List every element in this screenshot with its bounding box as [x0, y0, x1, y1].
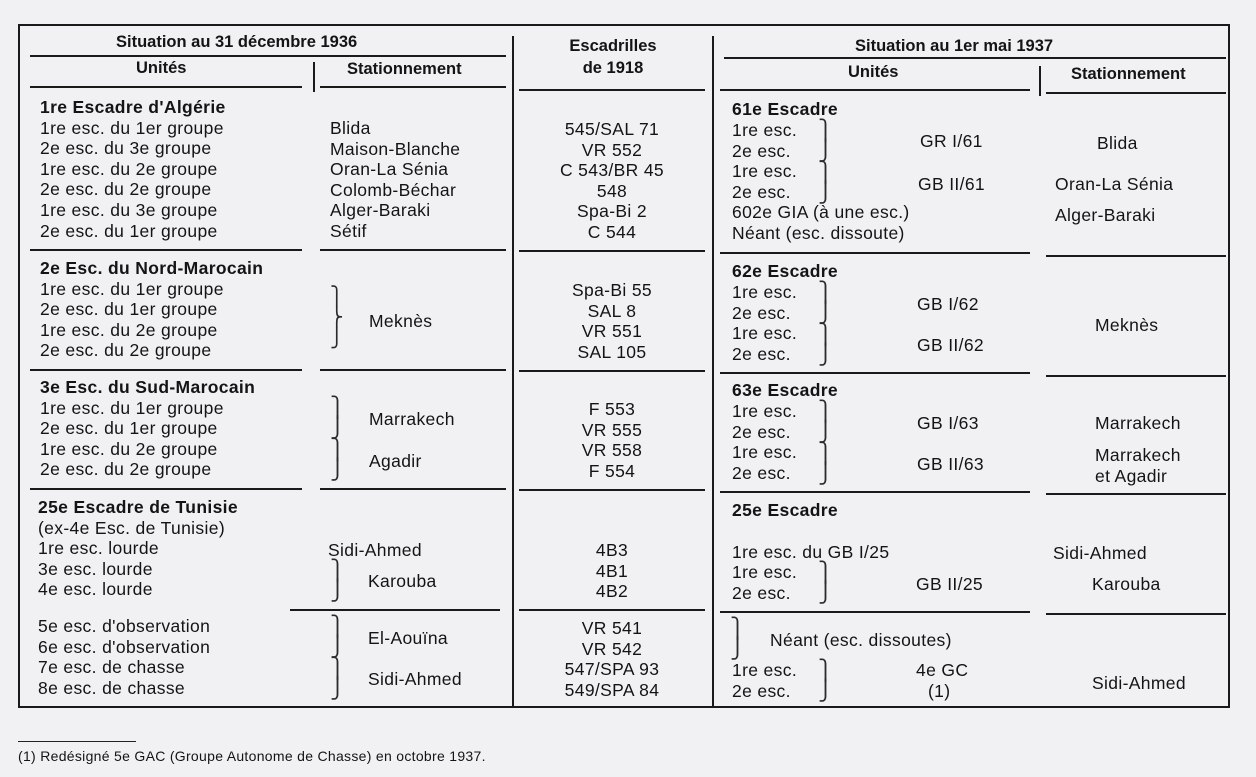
group-note: (1) — [928, 681, 951, 701]
unit-row: 1re esc. — [732, 323, 798, 344]
escadrille: 545/SAL 71 — [564, 119, 660, 139]
place: Sétif — [330, 220, 367, 241]
group-gb-ii-61: GB II/61 — [918, 174, 985, 194]
escadrille: SAL 8 — [587, 300, 637, 321]
divider — [1046, 92, 1226, 94]
units-62 — [732, 282, 797, 364]
stationnement-marrakech: Marrakech — [369, 409, 455, 429]
stationnement-sidi-ahmed: Sidi-Ahmed — [328, 540, 422, 560]
units-sud-marocain — [40, 377, 255, 480]
place: Blida — [330, 118, 371, 138]
header-stationnement-1936: Stationnement — [347, 60, 462, 78]
stationnement-sidi-ahmed-gc: Sidi-Ahmed — [1092, 673, 1186, 693]
place: Maison-Blanche — [330, 138, 461, 159]
escadrilles-obs-chasse — [530, 618, 694, 700]
escadre-62-title: 62e Escadre — [732, 261, 839, 281]
place: Oran-La Sénia — [330, 159, 449, 180]
escadrille: C 543/BR 45 — [559, 160, 665, 181]
escadrilles-nord — [530, 280, 694, 362]
divider — [30, 369, 302, 371]
header-unites-1936: Unités — [136, 59, 187, 77]
unit-row: 2e esc. du 1er groupe — [40, 220, 218, 241]
divider — [720, 372, 1030, 374]
unit-row: 1re esc. — [732, 660, 798, 680]
unit-row: 2e esc. du 2e groupe — [40, 459, 212, 480]
escadrille: 549/SPA 84 — [564, 679, 660, 700]
brace-icon: ⎫ ⎭ — [330, 560, 345, 602]
brace-icon: ⎫ ⎭ — [818, 660, 833, 702]
unit-row: 2e esc. — [732, 302, 791, 323]
stationnement-sidi-ahmed-1937: Sidi-Ahmed — [1053, 543, 1147, 563]
units-nord-marocain — [40, 258, 263, 361]
stationnement-alger: Alger-Baraki — [1055, 205, 1156, 225]
stationnement-agadir: Agadir — [369, 451, 422, 471]
divider — [1046, 613, 1226, 615]
divider — [519, 609, 705, 611]
group-gb-ii-62: GB II/62 — [917, 335, 984, 355]
footnote: (1) Redésigné 5e GAC (Groupe Autonome de Chasse) en octobre 1937. — [18, 748, 486, 764]
stationnement-blida: Blida — [1097, 133, 1138, 153]
stationnement-algerie — [330, 118, 460, 242]
place: Marrakech — [1095, 445, 1181, 465]
group-gb-ii-25: GB II/25 — [916, 574, 983, 594]
divider — [320, 249, 506, 251]
unit-row: 6e esc. d'observation — [38, 636, 211, 657]
brace-icon: ⎫ ⎭ — [818, 162, 833, 204]
units-63 — [732, 401, 797, 483]
divider — [720, 491, 1030, 493]
divider — [720, 252, 1030, 254]
place: Colomb-Béchar — [330, 179, 457, 200]
brace-icon: ⎫ ⎭ — [818, 562, 833, 604]
escadrilles-sud — [530, 399, 694, 481]
brace-icon: ⎫ ⎭ — [730, 618, 745, 660]
footnote-rule — [18, 741, 136, 742]
escadrille: C 544 — [587, 221, 637, 242]
escadrille: 4B2 — [595, 581, 629, 602]
divider — [30, 249, 302, 251]
header-unites-1937: Unités — [848, 63, 899, 81]
units-observation-chasse — [38, 616, 210, 698]
unit-row: 8e esc. de chasse — [38, 677, 186, 698]
unit-row: 1re esc. — [732, 161, 798, 182]
stationnement-oran: Oran-La Sénia — [1055, 174, 1174, 194]
escadrille: F 554 — [588, 460, 636, 481]
unit-row: 5e esc. d'observation — [38, 616, 211, 636]
stationnement-karouba: Karouba — [368, 571, 437, 591]
units-gc — [732, 660, 797, 701]
unit-row: 2e esc. — [732, 343, 791, 364]
divider — [30, 55, 506, 57]
stationnement-sidi-ahmed-chasse: Sidi-Ahmed — [368, 669, 462, 689]
escadre-25-title: 25e Escadre — [732, 500, 839, 520]
unit-row: 4e esc. lourde — [38, 579, 153, 600]
brace-icon: ⎫ ⎭ — [818, 401, 833, 443]
stationnement-el-aouina: El-Aouïna — [368, 628, 449, 648]
escadre-title: 2e Esc. du Nord-Marocain — [40, 258, 264, 278]
escadre-title: 1re Escadre d'Algérie — [40, 97, 226, 117]
divider — [313, 62, 315, 92]
brace-icon: ⎫ ⎭ — [818, 324, 833, 366]
brace-icon: ⎫ ⎭ — [818, 282, 833, 324]
unit-row: 1re esc. du 2e groupe — [40, 319, 218, 340]
group-gb-i-63: GB I/63 — [917, 413, 979, 433]
unit-row-gb-i-25: 1re esc. du GB I/25 — [732, 542, 890, 562]
unit-row: 1re esc. — [732, 282, 798, 302]
unit-row: 7e esc. de chasse — [38, 657, 186, 678]
unit-row: Néant (esc. dissoute) — [732, 222, 905, 243]
escadrilles-tunisie — [530, 540, 694, 602]
unit-row: 2e esc. — [732, 680, 791, 701]
divider — [320, 488, 506, 490]
header-stationnement-1937: Stationnement — [1071, 65, 1186, 83]
units-algerie — [40, 97, 226, 241]
unit-row: 2e esc. du 1er groupe — [40, 299, 218, 320]
header-situation-1936: Situation au 31 décembre 1936 — [116, 33, 358, 51]
divider — [1046, 375, 1226, 377]
unit-row: 1re esc. du 3e groupe — [40, 199, 218, 220]
group-4e-gc: 4e GC — [916, 660, 969, 680]
unit-row: 1re esc. du 2e groupe — [40, 158, 218, 179]
escadrille: 547/SPA 93 — [564, 659, 660, 680]
brace-icon: ⎫ ⎬ ⎭ — [330, 286, 344, 348]
unit-row: 1re esc. — [732, 562, 798, 582]
divider — [512, 36, 514, 707]
escadrille: VR 558 — [581, 440, 643, 461]
header-escadrilles-line-2: de 1918 — [582, 59, 644, 77]
divider — [30, 86, 302, 88]
header-situation-1937: Situation au 1er mai 1937 — [855, 37, 1054, 55]
unit-row: 2e esc. — [732, 421, 791, 442]
unit-row: 1re esc. — [732, 442, 798, 463]
neant-dissoutes: Néant (esc. dissoutes) — [770, 630, 952, 650]
escadrilles-algerie — [530, 119, 694, 243]
brace-icon: ⎫ ⎭ — [330, 397, 345, 439]
divider — [720, 611, 1030, 613]
divider — [1046, 255, 1226, 257]
escadrille: VR 552 — [581, 139, 643, 160]
divider — [290, 609, 500, 611]
unit-row: 1re esc. du 1er groupe — [40, 278, 224, 299]
unit-row: 1re esc. du 1er groupe — [40, 117, 224, 138]
escadrille: 548 — [596, 180, 628, 201]
group-gb-ii-63: GB II/63 — [917, 454, 984, 474]
divider — [320, 86, 506, 88]
escadrille: SAL 105 — [577, 341, 647, 362]
place: et Agadir — [1095, 465, 1168, 486]
header-escadrilles-1918 — [555, 35, 671, 79]
divider — [1039, 66, 1041, 96]
unit-row: 2e esc. — [732, 462, 791, 483]
unit-row: 2e esc. — [732, 140, 791, 161]
escadre-63-title: 63e Escadre — [732, 380, 839, 400]
unit-row: 2e esc. du 1er groupe — [40, 418, 218, 439]
place: Alger-Baraki — [330, 200, 431, 221]
divider — [320, 369, 506, 371]
divider — [724, 57, 1226, 59]
unit-row: 2e esc. du 2e groupe — [40, 179, 212, 200]
brace-icon: ⎫ ⎭ — [330, 439, 345, 481]
divider — [519, 89, 705, 91]
stationnement-marrakech-1937: Marrakech — [1095, 413, 1181, 433]
unit-row: (ex-4e Esc. de Tunisie) — [38, 517, 226, 538]
units-tunisie — [38, 497, 238, 600]
divider — [712, 36, 714, 707]
escadrille: VR 541 — [581, 618, 643, 638]
unit-row: 1re esc. lourde — [38, 538, 160, 559]
stationnement-meknes: Meknès — [369, 311, 433, 331]
brace-icon: ⎫ ⎭ — [818, 443, 833, 485]
unit-row: 1re esc. du 1er groupe — [40, 397, 224, 418]
unit-row: 602e GIA (à une esc.) — [732, 202, 910, 223]
header-escadrilles-line-1: Escadrilles — [569, 37, 657, 55]
divider — [519, 370, 705, 372]
divider — [519, 489, 705, 491]
escadrille: VR 542 — [581, 638, 643, 659]
unit-row: 1re esc. du 2e groupe — [40, 438, 218, 459]
escadrille: Spa-Bi 2 — [577, 201, 647, 222]
escadrille: VR 555 — [581, 419, 643, 440]
escadrille: Spa-Bi 55 — [571, 280, 652, 300]
unit-row: 2e esc. — [732, 181, 791, 202]
group-gb-i-62: GB I/62 — [917, 294, 979, 314]
brace-icon: ⎫ ⎭ — [330, 616, 345, 658]
escadre-title: 3e Esc. du Sud-Marocain — [40, 377, 256, 397]
unit-row: 2e esc. — [732, 582, 791, 603]
unit-row: 1re esc. — [732, 120, 798, 140]
stationnement-marrakech-agadir — [1095, 445, 1181, 486]
unit-row: 1re esc. — [732, 401, 798, 421]
unit-row: 2e esc. du 2e groupe — [40, 340, 212, 361]
divider — [519, 250, 705, 252]
divider — [1046, 493, 1226, 495]
stationnement-karouba-1937: Karouba — [1092, 574, 1161, 594]
divider — [720, 89, 1030, 91]
escadrille: 4B3 — [595, 540, 629, 560]
unit-row: 2e esc. du 3e groupe — [40, 138, 212, 159]
brace-icon: ⎫ ⎭ — [818, 120, 833, 162]
escadrille: F 553 — [588, 399, 636, 419]
escadrille: 4B1 — [595, 560, 629, 581]
escadre-title: 25e Escadre de Tunisie — [38, 497, 238, 517]
unit-row: 3e esc. lourde — [38, 558, 153, 579]
group-gr-i-61: GR I/61 — [920, 131, 983, 151]
brace-icon: ⎫ ⎭ — [330, 658, 345, 700]
divider — [30, 488, 302, 490]
stationnement-meknes-1937: Meknès — [1095, 315, 1159, 335]
escadrille: VR 551 — [581, 321, 643, 342]
escadre-61-title: 61e Escadre — [732, 99, 839, 119]
units-25 — [732, 562, 797, 603]
